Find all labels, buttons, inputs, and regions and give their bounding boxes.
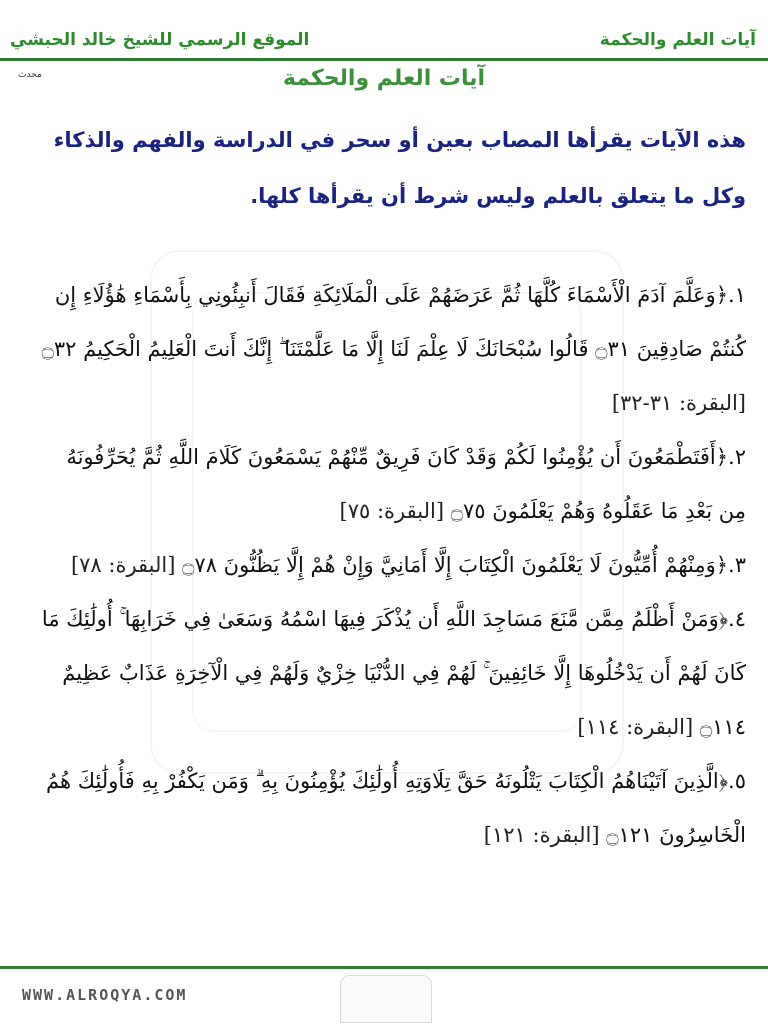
intro-paragraph: هذه الآيات يقرأها المصاب بعين أو سحر في الدراسة والفهم والذكاء وكل ما يتعلق بالعلم وليس شرط أن يقرأها كلها.	[53, 128, 746, 208]
updated-label: محدث	[18, 70, 42, 80]
header-divider	[0, 58, 768, 61]
page-title: آيات العلم والحكمة	[282, 66, 486, 91]
verse-reference: [البقرة: ١٢١]	[483, 823, 600, 847]
verse-text: ٣.﴿وَمِنْهُمْ أُمِّيُّونَ لَا يَعْلَمُونَ الْكِتَابَ إِلَّا أَمَانِيَّ وَإِنْ هُمْ إِلَّا يَظُنُّونَ ۝٧٨	[182, 553, 746, 577]
footer-url-link[interactable]: WWW.ALROQYA.COM	[22, 986, 188, 1004]
header-page-title: آيات العلم والحكمة	[599, 30, 756, 50]
footer-tab-decoration	[340, 975, 432, 1023]
verse-reference: [البقرة: ١١٤]	[577, 715, 694, 739]
verse-item	[38, 754, 746, 862]
verse-text: ٢.﴿أَفَتَطْمَعُونَ أَن يُؤْمِنُوا لَكُمْ وَقَدْ كَانَ فَرِيقٌ مِّنْهُمْ يَسْمَعُونَ كَلَامَ اللَّهِ ثُمَّ يُحَرِّفُونَهُ مِن بَعْدِ مَا عَقَلُوهُ وَهُمْ يَعْلَمُونَ ۝٧٥	[66, 445, 746, 523]
verse-item	[38, 592, 746, 754]
verse-reference: [البقرة: ٧٥]	[339, 499, 445, 523]
site-title: الموقع الرسمي للشيخ خالد الحبشي	[10, 30, 310, 50]
verse-text: ٤.﴿وَمَنْ أَظْلَمُ مِمَّن مَّنَعَ مَسَاجِدَ اللَّهِ أَن يُذْكَرَ فِيهَا اسْمُهُ وَسَعَىٰ فِي خَرَابِهَا ۚ أُولَٰئِكَ مَا كَانَ لَهُمْ أَن يَدْخُلُوهَا إِلَّا خَائِفِينَ ۚ لَهُمْ فِي الدُّنْيَا خِزْيٌ وَلَهُمْ فِي الْآخِرَةِ عَذَابٌ عَظِيمٌ ۝١١٤	[41, 607, 746, 739]
verse-text: ١.﴿وَعَلَّمَ آدَمَ الْأَسْمَاءَ كُلَّهَا ثُمَّ عَرَضَهُمْ عَلَى الْمَلَائِكَةِ فَقَالَ أَنبِئُونِي بِأَسْمَاءِ هَٰؤُلَاءِ إِن كُنتُمْ صَادِقِينَ ۝٣١ قَالُوا سُبْحَانَكَ لَا عِلْمَ لَنَا إِلَّا مَا عَلَّمْتَنَا ۖ إِنَّكَ أَنتَ الْعَلِيمُ الْحَكِيمُ ۝٣٢	[41, 283, 746, 361]
verse-item	[38, 430, 746, 538]
verse-item	[38, 268, 746, 430]
footer-divider	[0, 966, 768, 969]
verse-list	[38, 268, 746, 862]
verse-text: ٥.﴿الَّذِينَ آتَيْنَاهُمُ الْكِتَابَ يَتْلُونَهُ حَقَّ تِلَاوَتِهِ أُولَٰئِكَ يُؤْمِنُونَ بِهِ ۗ وَمَن يَكْفُرْ بِهِ فَأُولَٰئِكَ هُمُ الْخَاسِرُونَ ۝١٢١	[46, 769, 746, 847]
verse-item	[38, 538, 746, 592]
verse-reference: [البقرة: ٣١-٣٢]	[611, 391, 746, 415]
verse-reference: [البقرة: ٧٨]	[70, 553, 176, 577]
